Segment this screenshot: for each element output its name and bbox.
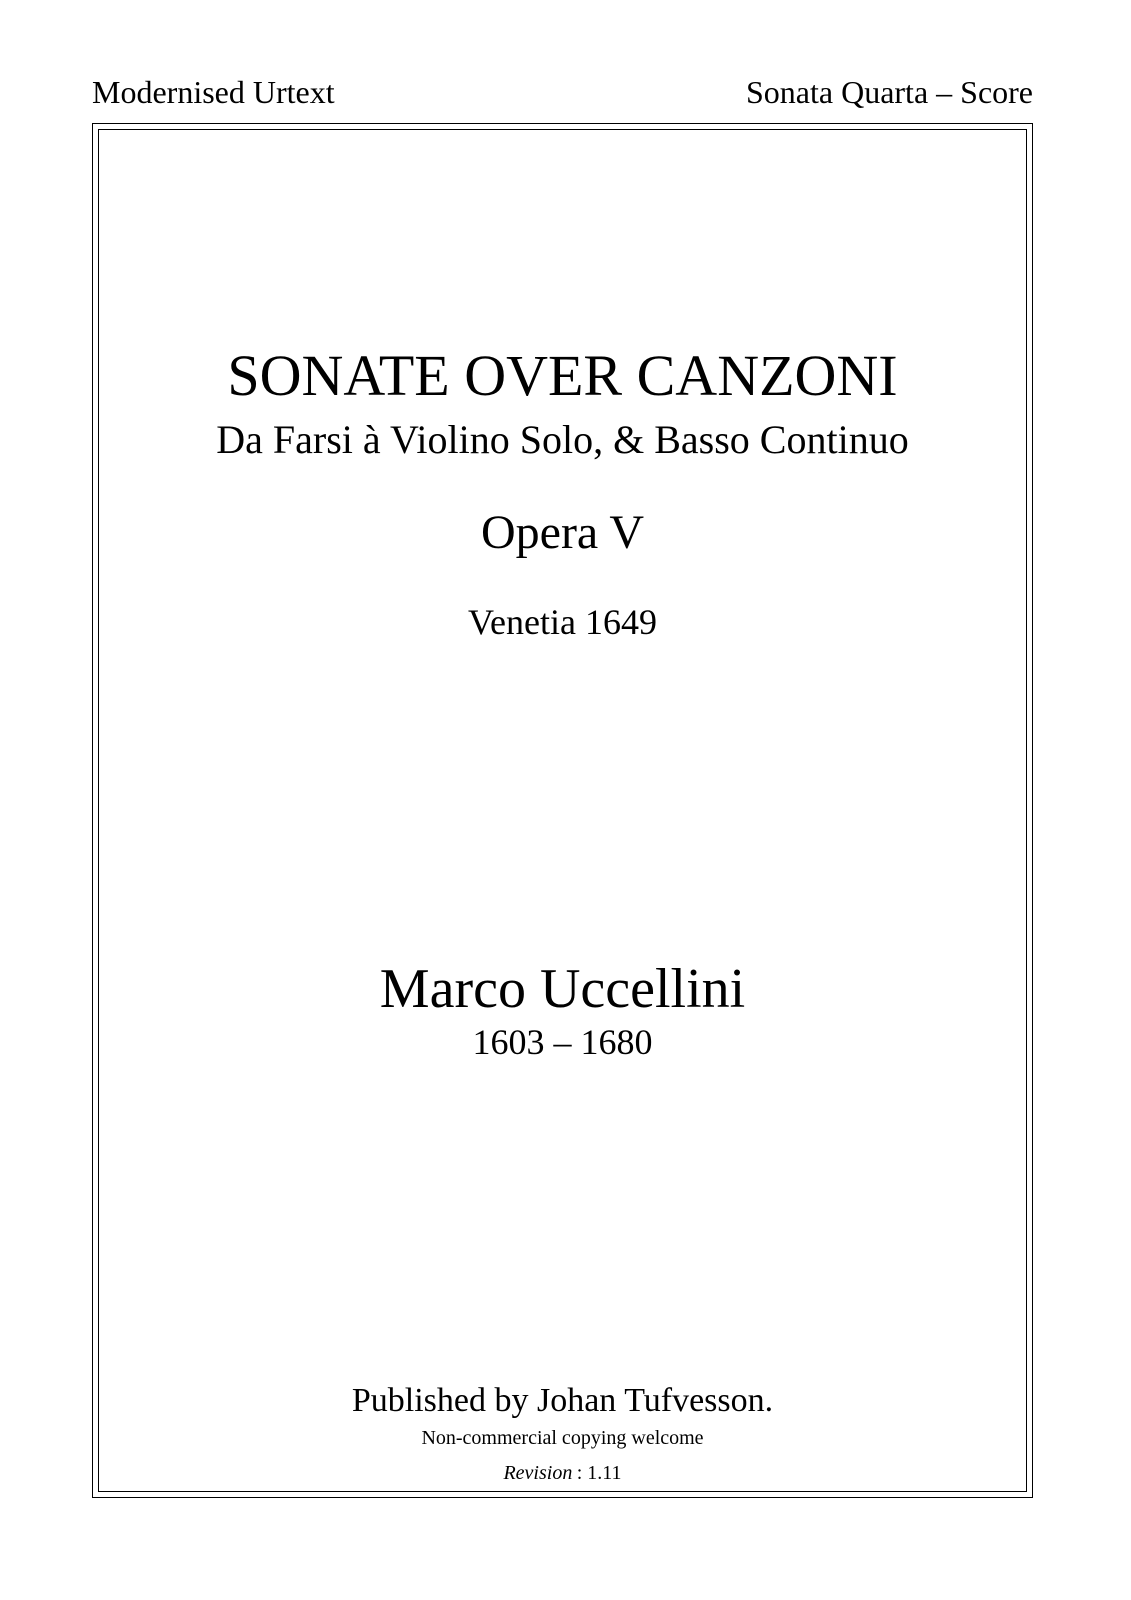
title-frame-inner-rule (98, 129, 1027, 1492)
revision-label: Revision (503, 1462, 573, 1484)
imprint-place-year: Venetia 1649 (468, 602, 657, 642)
header-part-label: Sonata Quarta – Score (745, 74, 1033, 110)
composer-name: Marco Uccellini (379, 958, 746, 1020)
work-title: SONATE OVER CANZONI (227, 343, 898, 408)
license-line: Non-commercial copying welcome (421, 1427, 704, 1449)
revision-line (93, 1463, 1032, 1483)
running-header (92, 76, 1033, 108)
work-subtitle: Da Farsi à Violino Solo, & Basso Continuo (216, 417, 909, 462)
opus-number: Opera V (480, 506, 645, 559)
revision-value: : 1.11 (576, 1462, 622, 1484)
header-edition-label: Modernised Urtext (92, 74, 335, 110)
composer-dates: 1603 – 1680 (472, 1022, 653, 1062)
title-frame-outer-rule (92, 123, 1033, 1498)
publisher-line: Published by Johan Tufvesson. (351, 1382, 774, 1419)
